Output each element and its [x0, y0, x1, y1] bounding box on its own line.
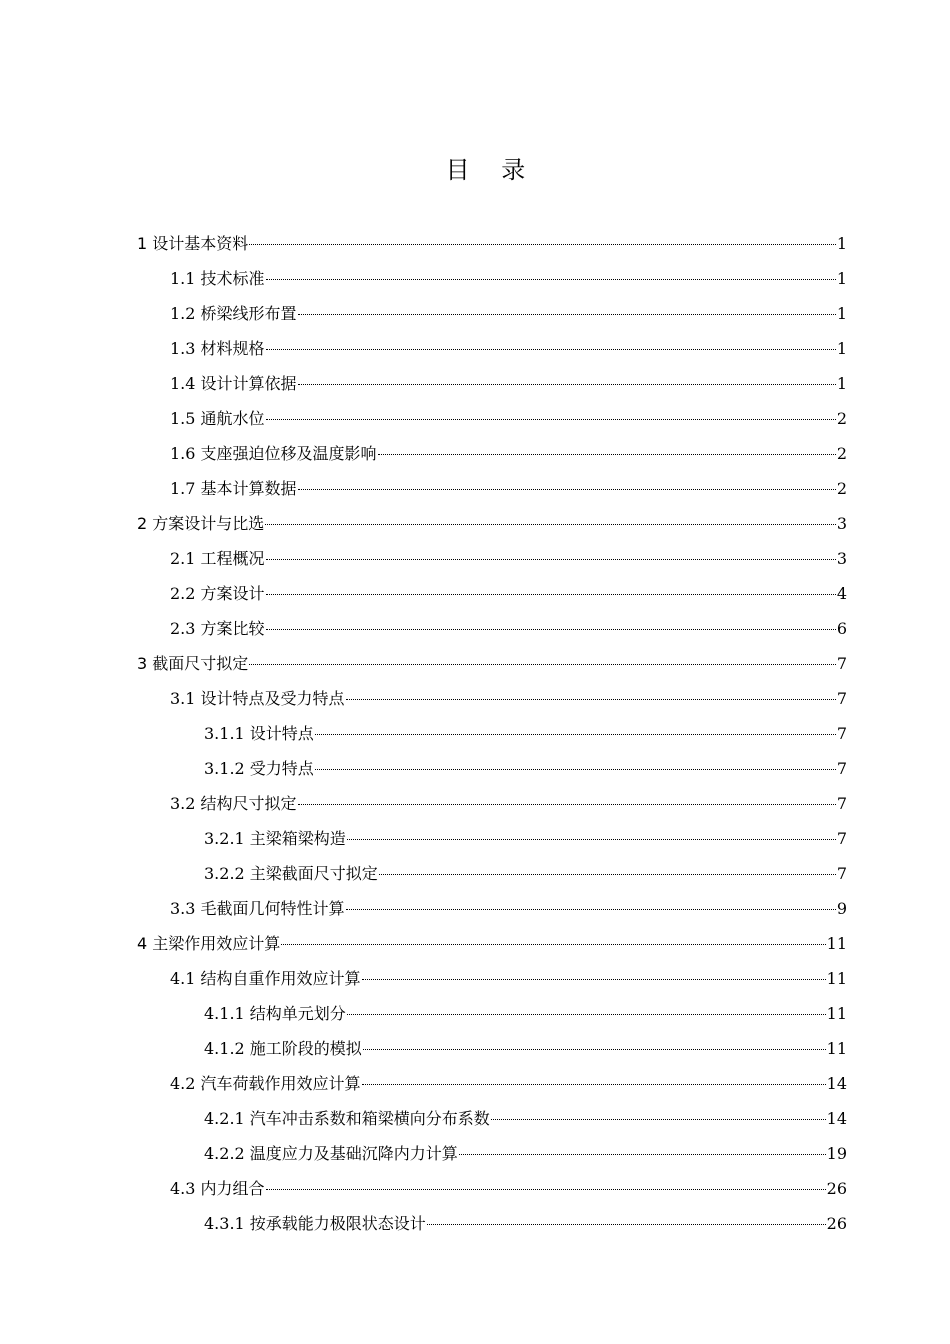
toc-dot-leader — [315, 734, 836, 735]
toc-entry-page-number: 3 — [836, 514, 847, 533]
toc-dot-leader — [362, 979, 826, 980]
toc-entry-page-number: 7 — [836, 864, 847, 883]
toc-entry-label: 4.3.1 按承载能力极限状态设计 — [204, 1214, 426, 1233]
toc-dot-leader — [266, 419, 836, 420]
toc-entry-label: 1 设计基本资料 — [137, 234, 249, 253]
toc-entry-page-number: 1 — [836, 339, 847, 358]
toc-dot-leader — [315, 769, 836, 770]
toc-entry-page-number: 14 — [826, 1109, 847, 1128]
toc-entry-label: 2.2 方案设计 — [170, 584, 265, 603]
toc-entry[interactable] — [137, 296, 847, 331]
toc-entry[interactable] — [137, 436, 847, 471]
toc-entry-page-number: 9 — [836, 899, 847, 918]
toc-entry-page-number: 7 — [836, 654, 847, 673]
toc-dot-leader — [347, 1014, 826, 1015]
toc-entry-label: 2.1 工程概况 — [170, 549, 265, 568]
toc-dot-leader — [346, 699, 836, 700]
toc-entry-page-number: 7 — [836, 759, 847, 778]
toc-dot-leader — [346, 909, 836, 910]
toc-entry[interactable] — [137, 226, 847, 261]
toc-entry-page-number: 11 — [826, 1004, 847, 1023]
toc-entry-label: 4.2 汽车荷载作用效应计算 — [170, 1074, 361, 1093]
toc-entry[interactable] — [137, 751, 847, 786]
toc-entry[interactable] — [137, 681, 847, 716]
toc-entry[interactable] — [137, 1206, 847, 1241]
toc-entry-label: 4.2.1 汽车冲击系数和箱梁横向分布系数 — [204, 1109, 490, 1128]
toc-entry-page-number: 26 — [826, 1179, 847, 1198]
toc-entry-page-number: 2 — [836, 479, 847, 498]
toc-entry-label: 4.1.2 施工阶段的模拟 — [204, 1039, 362, 1058]
toc-entry[interactable] — [137, 856, 847, 891]
toc-entry-label: 2.3 方案比较 — [170, 619, 265, 638]
toc-entry-label: 1.5 通航水位 — [170, 409, 265, 428]
toc-entry-page-number: 1 — [836, 304, 847, 323]
toc-dot-leader — [249, 664, 836, 665]
toc-entry[interactable] — [137, 541, 847, 576]
toc-entry-page-number: 14 — [826, 1074, 847, 1093]
toc-dot-leader — [266, 594, 836, 595]
toc-entry[interactable] — [137, 261, 847, 296]
toc-entry-label: 1.1 技术标准 — [170, 269, 265, 288]
toc-entry[interactable] — [137, 961, 847, 996]
toc-dot-leader — [379, 874, 836, 875]
toc-entry[interactable] — [137, 716, 847, 751]
toc-entry-label: 3.2 结构尺寸拟定 — [170, 794, 297, 813]
toc-entry-page-number: 11 — [826, 969, 847, 988]
toc-entry[interactable] — [137, 401, 847, 436]
toc-dot-leader — [266, 349, 836, 350]
toc-entry[interactable] — [137, 471, 847, 506]
toc-dot-leader — [347, 839, 836, 840]
toc-entry[interactable] — [137, 646, 847, 681]
toc-dot-leader — [249, 244, 836, 245]
toc-entry-page-number: 7 — [836, 689, 847, 708]
toc-dot-leader — [265, 524, 836, 525]
toc-entry[interactable] — [137, 891, 847, 926]
toc-entry-page-number: 1 — [836, 374, 847, 393]
table-of-contents — [137, 226, 847, 1241]
toc-entry[interactable] — [137, 1101, 847, 1136]
toc-dot-leader — [491, 1119, 826, 1120]
toc-title: 目 录 — [445, 156, 538, 184]
toc-entry-label: 1.2 桥梁线形布置 — [170, 304, 297, 323]
toc-entry-page-number: 1 — [836, 234, 847, 253]
toc-entry-label: 1.3 材料规格 — [170, 339, 265, 358]
toc-entry-page-number: 6 — [836, 619, 847, 638]
toc-entry[interactable] — [137, 786, 847, 821]
toc-entry-label: 4 主梁作用效应计算 — [137, 934, 281, 953]
toc-entry[interactable] — [137, 506, 847, 541]
toc-dot-leader — [281, 944, 825, 945]
toc-entry[interactable] — [137, 1171, 847, 1206]
toc-entry-label: 4.1.1 结构单元划分 — [204, 1004, 346, 1023]
toc-entry-label: 1.6 支座强迫位移及温度影响 — [170, 444, 377, 463]
toc-entry-label: 3.2.2 主梁截面尺寸拟定 — [204, 864, 378, 883]
toc-entry[interactable] — [137, 1031, 847, 1066]
toc-entry[interactable] — [137, 926, 847, 961]
toc-dot-leader — [298, 314, 836, 315]
toc-entry-label: 1.4 设计计算依据 — [170, 374, 297, 393]
toc-entry-label: 3.1.1 设计特点 — [204, 724, 314, 743]
toc-entry-page-number: 1 — [836, 269, 847, 288]
toc-dot-leader — [427, 1224, 826, 1225]
toc-entry[interactable] — [137, 366, 847, 401]
toc-entry-label: 4.1 结构自重作用效应计算 — [170, 969, 361, 988]
toc-dot-leader — [298, 489, 836, 490]
toc-entry-page-number: 19 — [826, 1144, 847, 1163]
toc-entry[interactable] — [137, 1136, 847, 1171]
toc-entry-label: 3.2.1 主梁箱梁构造 — [204, 829, 346, 848]
toc-dot-leader — [266, 559, 836, 560]
toc-entry[interactable] — [137, 996, 847, 1031]
toc-entry-label: 2 方案设计与比选 — [137, 514, 265, 533]
toc-entry-label: 3 截面尺寸拟定 — [137, 654, 249, 673]
toc-entry-page-number: 11 — [826, 934, 847, 953]
toc-dot-leader — [266, 1189, 826, 1190]
toc-entry-label: 3.1 设计特点及受力特点 — [170, 689, 345, 708]
toc-entry[interactable] — [137, 331, 847, 366]
toc-entry-page-number: 7 — [836, 724, 847, 743]
toc-entry-page-number: 11 — [826, 1039, 847, 1058]
toc-entry[interactable] — [137, 821, 847, 856]
toc-entry-label: 1.7 基本计算数据 — [170, 479, 297, 498]
toc-entry-page-number: 7 — [836, 794, 847, 813]
toc-entry[interactable] — [137, 576, 847, 611]
toc-dot-leader — [298, 804, 836, 805]
toc-entry-page-number: 26 — [826, 1214, 847, 1233]
toc-entry-page-number: 2 — [836, 409, 847, 428]
toc-entry[interactable] — [137, 611, 847, 646]
toc-entry-label: 3.3 毛截面几何特性计算 — [170, 899, 345, 918]
toc-entry-page-number: 7 — [836, 829, 847, 848]
toc-dot-leader — [378, 454, 836, 455]
toc-entry-label: 3.1.2 受力特点 — [204, 759, 314, 778]
toc-dot-leader — [362, 1084, 826, 1085]
toc-entry-label: 4.3 内力组合 — [170, 1179, 265, 1198]
toc-dot-leader — [266, 279, 836, 280]
toc-entry-label: 4.2.2 温度应力及基础沉降内力计算 — [204, 1144, 458, 1163]
toc-entry-page-number: 2 — [836, 444, 847, 463]
toc-dot-leader — [298, 384, 836, 385]
toc-dot-leader — [459, 1154, 826, 1155]
toc-entry-page-number: 3 — [836, 549, 847, 568]
toc-dot-leader — [266, 629, 836, 630]
toc-entry-page-number: 4 — [836, 584, 847, 603]
toc-entry[interactable] — [137, 1066, 847, 1101]
toc-dot-leader — [363, 1049, 826, 1050]
